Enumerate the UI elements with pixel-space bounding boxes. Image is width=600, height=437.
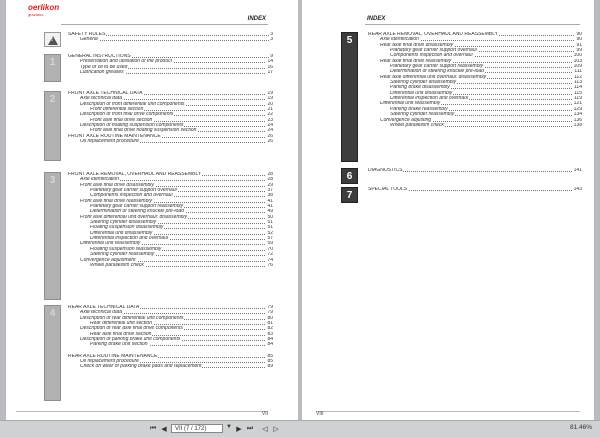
toc-entry-title: Differential unit disassembly: [90, 230, 153, 236]
toc-entry-title: Components inspection and overhaul: [390, 53, 473, 59]
page-number: VIII: [316, 411, 324, 417]
toc-entry-title: REAR AXLE ROUTINE MAINTENANCE: [68, 353, 158, 359]
section-tab: [44, 172, 61, 300]
toc-entry-title: Floating suspension reassembly: [90, 246, 162, 252]
toc-entry-page: 76: [267, 262, 273, 268]
toc-entry-title: Description of rear axle final drive components: [80, 326, 183, 332]
toc-entry-title: Planetary gear carrier support overhaul: [90, 188, 177, 194]
toc-entry-title: Parking brake disassembly: [390, 85, 450, 91]
toc-entry-page: 100: [573, 53, 582, 59]
toc-entry-page: 37: [267, 188, 273, 194]
toc-entry-page: 79: [267, 310, 273, 316]
toc-entry-title: Parking brake unit section: [90, 342, 148, 348]
first-page-icon[interactable]: ⏮: [149, 425, 157, 432]
toc-entry-title: Differential unit reassembly: [380, 101, 441, 107]
toc-entry-page: 41: [267, 204, 273, 210]
toc-entry-title: Preservation and utilisation of the product: [80, 59, 172, 65]
toc-entry-title: Determination of steering knuckle pre-load: [90, 209, 184, 215]
toc-entry-title: Oil replacement procedure: [80, 139, 139, 145]
warning-icon: [48, 36, 58, 45]
toc-entry[interactable]: [68, 139, 273, 144]
toc-entry-page: 57: [267, 236, 273, 242]
toc-entry-page: 109: [573, 64, 582, 70]
toc-entry-page: 134: [573, 112, 582, 118]
toc-entry-title: Description of floating suspension components: [80, 123, 184, 129]
footer-rule: [316, 411, 580, 412]
toc-entry[interactable]: [68, 342, 273, 347]
previous-page-icon[interactable]: ◀: [161, 426, 167, 433]
section-number: 1: [49, 57, 56, 68]
toc-entry-page: 17: [267, 70, 273, 76]
toc-entry-title: Planetary gear carrier support reassembly: [90, 204, 184, 210]
toc-entry-title: Differential inspection and overhaul: [390, 96, 469, 102]
toc-group: [368, 32, 582, 128]
toc-entry-page: 79: [267, 305, 273, 310]
toc-entry-page: 84: [267, 337, 273, 343]
toc-entry-page: 29: [267, 182, 273, 188]
left-page: [6, 0, 298, 421]
toc-entry-page: 103: [573, 58, 582, 64]
toc-entry-page: 28: [267, 177, 273, 183]
toc-entry-title: FRONT AXLE ROUTINE MAINTENANCE: [68, 133, 161, 139]
toc-entry-title: Floating suspension disassembly: [90, 225, 164, 231]
next-page-icon[interactable]: ▶: [236, 426, 242, 433]
toc-entry-title: Rear axle differential unit overhaul: disassembly: [380, 74, 487, 80]
toc-entry-title: REAR AXLE TECHNICAL DATA: [68, 305, 140, 310]
toc-group: [368, 168, 582, 173]
toc-entry-title: Rear differential unit section: [90, 321, 152, 327]
toc-entry-page: 80: [267, 315, 273, 321]
toc-entry-title: Differential inspection and overhaul: [90, 236, 169, 242]
toc-entry-page: 81: [267, 321, 273, 327]
viewer-toolbar: [0, 420, 600, 437]
toc-group: [68, 91, 273, 144]
index-title: INDEX: [367, 16, 386, 22]
toc-entry-title: Rear axle final drive reassembly: [380, 58, 452, 64]
toc-entry-page: 143: [573, 187, 582, 192]
toc-entry-title: Axle identification: [380, 37, 419, 43]
section-tab: [341, 32, 358, 162]
toc-entry-title: Front axle final drive floating suspension section: [90, 128, 197, 134]
toc-entry-title: Steering cylinder reassembly: [390, 112, 455, 118]
forward-icon[interactable]: ▷: [273, 426, 279, 433]
toc-entry-title: Rear axle final drive disassembly: [380, 42, 454, 48]
toc-entry-title: Front differential section: [90, 107, 144, 113]
section-number: 2: [49, 94, 56, 105]
toc-entry-page: 70: [267, 246, 273, 252]
section-number: 3: [49, 175, 56, 186]
toc-entry-title: Wheel parallelism check: [90, 262, 144, 268]
section-tab: [341, 187, 358, 203]
header-rule: [365, 24, 580, 25]
brand-logo: oerlikon graziano: [28, 3, 60, 17]
toc-entry-page: 136: [573, 117, 582, 123]
toc-entry-page: 82: [267, 326, 273, 332]
toc-entry-page: 90: [576, 37, 582, 43]
toc-entry-title: Front axle differential unit overhaul: disassembly: [80, 214, 187, 220]
toc-entry-title: Differential unit disassembly: [390, 90, 453, 96]
toc-section-entry[interactable]: [368, 187, 582, 192]
toc-entry-title: Lubrication greases: [80, 70, 124, 76]
toc-entry-title: Determination of steering knuckle pre-load: [390, 69, 484, 75]
zoom-level[interactable]: 81.46%: [569, 424, 592, 431]
section-number: 5: [346, 35, 353, 46]
toc-group: [68, 172, 273, 268]
toc-entry-page: 49: [267, 209, 273, 215]
page-number-field[interactable]: VII (7 / 172): [171, 424, 223, 433]
section-tab: [44, 32, 61, 47]
toc-entry-title: Axle technical data: [80, 96, 122, 102]
toc-entry-page: 114: [574, 85, 582, 91]
toc-entry-page: 26: [267, 139, 273, 145]
toc-entry-title: Convergence adjusting: [380, 117, 432, 123]
toc-entry-page: 113: [574, 80, 582, 86]
toc-entry-page: 89: [267, 364, 273, 370]
toc-entry-page: 51: [267, 220, 273, 226]
toc-entry-page: 26: [267, 133, 273, 139]
toc-entry-page: 52: [267, 230, 273, 236]
header-rule: [61, 24, 268, 25]
toc-entry-title: Type of oil to be used: [80, 64, 128, 70]
toc-entry-title: FRONT AXLE REMOVAL, OVERHAUL AND REASSEMBLY: [68, 172, 202, 177]
toc-entry-title: Oil replacement procedure: [80, 359, 139, 365]
toc-entry-page: 72: [267, 252, 273, 258]
toc-entry-title: GENERAL INSTRUCTIONS: [68, 54, 131, 59]
toc-entry-page: 119: [574, 96, 582, 102]
toc-group: [68, 54, 273, 75]
toc-entry-page: 99: [576, 48, 582, 54]
toc-entry-page: 138: [573, 122, 582, 128]
toc-entry-page: 21: [267, 107, 273, 113]
toc-entry-title: Planetary gear carrier support overhaul: [390, 48, 477, 54]
toc-entry-page: 59: [267, 241, 273, 247]
toc-entry-title: Steering cylinder disassembly: [390, 80, 457, 86]
toc-entry-page: 121: [573, 101, 582, 107]
toc-entry-title: Axle technical data: [80, 310, 122, 316]
toc-entry-title: Description of front final drive components: [80, 112, 174, 118]
toc-entry-page: 51: [267, 225, 273, 231]
toc-entry-page: 74: [267, 257, 273, 263]
toc-entry-title: DIAGNOSTICS: [368, 168, 403, 173]
toc-entry-title: Steering cylinder reassembly: [90, 252, 155, 258]
toc-entry-title: FRONT AXLE TECHNICAL DATA: [68, 91, 143, 96]
toc-entry-title: Description of parking brake unit components: [80, 337, 181, 343]
toc-entry-page: 9: [270, 54, 273, 59]
toc-entry-title: Wheel parallelism check: [390, 122, 444, 128]
toc-entry-page: 129: [573, 106, 582, 112]
toc-entry-title: Parking brake reassembly: [390, 106, 448, 112]
leader-dots: [80, 40, 273, 41]
toc-entry-page: 50: [267, 214, 273, 220]
toc-entry-page: 85: [267, 353, 273, 359]
toc-group: [68, 32, 273, 43]
toc-entry-title: Front axle final drive section: [90, 117, 153, 123]
toc-entry-title: Planetary gear carrier support reassembly: [390, 64, 484, 70]
toc-entry-page: 20: [267, 101, 273, 107]
section-number: 6: [346, 171, 353, 182]
toc-entry-page: 85: [267, 359, 273, 365]
toc-entry-page: 83: [267, 331, 273, 337]
toc-entry-title: Description of rear differential unit components: [80, 315, 184, 321]
toc-entry[interactable]: [68, 263, 273, 268]
toc-entry-page: 90: [576, 32, 582, 37]
toc-entry[interactable]: [68, 37, 273, 42]
back-icon[interactable]: ◁: [262, 426, 268, 433]
last-page-icon[interactable]: ⏭: [246, 425, 254, 432]
toc-entry-page: 24: [267, 123, 273, 129]
toc-entry[interactable]: [68, 70, 273, 75]
toc-entry-title: General: [80, 37, 98, 43]
toc-entry-page: 19: [267, 96, 273, 102]
toc-group: [368, 187, 582, 192]
toc-entry-page: 141: [573, 168, 582, 173]
toc-entry-title: Description of front differential unit components: [80, 101, 185, 107]
toc-entry[interactable]: [368, 123, 582, 128]
toc-section-entry[interactable]: [368, 168, 582, 173]
toc-entry-page: 16: [267, 64, 273, 70]
toc-entry[interactable]: [68, 364, 273, 369]
section-number: 4: [49, 308, 56, 319]
section-tab: [44, 54, 61, 82]
toc-entry-page: 14: [267, 59, 273, 65]
toc-entry-title: REAR AXLE REMOVAL, OVERHAUL AND REASSEMBLY: [368, 32, 498, 37]
toc-entry-page: 3: [270, 37, 273, 43]
toc-entry-title: Front axle final drive disassembly: [80, 182, 154, 188]
section-number: 7: [346, 190, 353, 201]
toc-entry-page: 23: [267, 117, 273, 123]
chevron-down-icon[interactable]: ▼: [226, 424, 232, 430]
section-tab: [44, 91, 61, 161]
toc-entry-title: Check on wear of parking brake pads and replacement: [80, 364, 202, 370]
toc-entry-page: 112: [574, 74, 582, 80]
toc-entry-page: 84: [267, 342, 273, 348]
footer-rule: [16, 411, 268, 412]
index-title: INDEX: [247, 16, 266, 22]
toc-entry-title: Rear axle final drive section: [90, 331, 152, 337]
toc-entry-page: 41: [267, 198, 273, 204]
toc-entry-page: 111: [574, 69, 582, 75]
toc-entry-title: Differential unit reassembly: [80, 241, 141, 247]
page-number: VII: [261, 411, 268, 417]
toc-entry-page: 24: [267, 128, 273, 134]
section-tab: [44, 305, 61, 401]
toc-entry-title: Steering cylinder disassembly: [90, 220, 157, 226]
toc-entry-title: SPECIAL TOOLS: [368, 187, 408, 192]
section-tab: [341, 168, 358, 184]
toc-entry-title: Axle identification: [80, 177, 119, 183]
toc-entry-page: 19: [267, 91, 273, 96]
toc-entry-page: 91: [576, 42, 582, 48]
toc-entry-title: Components inspection and overhaul: [90, 193, 173, 199]
toc-entry-page: 28: [267, 172, 273, 177]
toc-entry-title: Convergence adjustment: [80, 257, 136, 263]
right-page: [302, 0, 594, 421]
toc-entry-page: 22: [267, 112, 273, 118]
toc-entry-title: Front axle final drive reassembly: [80, 198, 152, 204]
toc-entry-page: 115: [574, 90, 582, 96]
toc-entry-page: 38: [267, 193, 273, 199]
toc-entry-title: SAFETY RULES: [68, 32, 106, 37]
toc-group: [68, 305, 273, 370]
toc-entry-page: 3: [270, 32, 273, 37]
